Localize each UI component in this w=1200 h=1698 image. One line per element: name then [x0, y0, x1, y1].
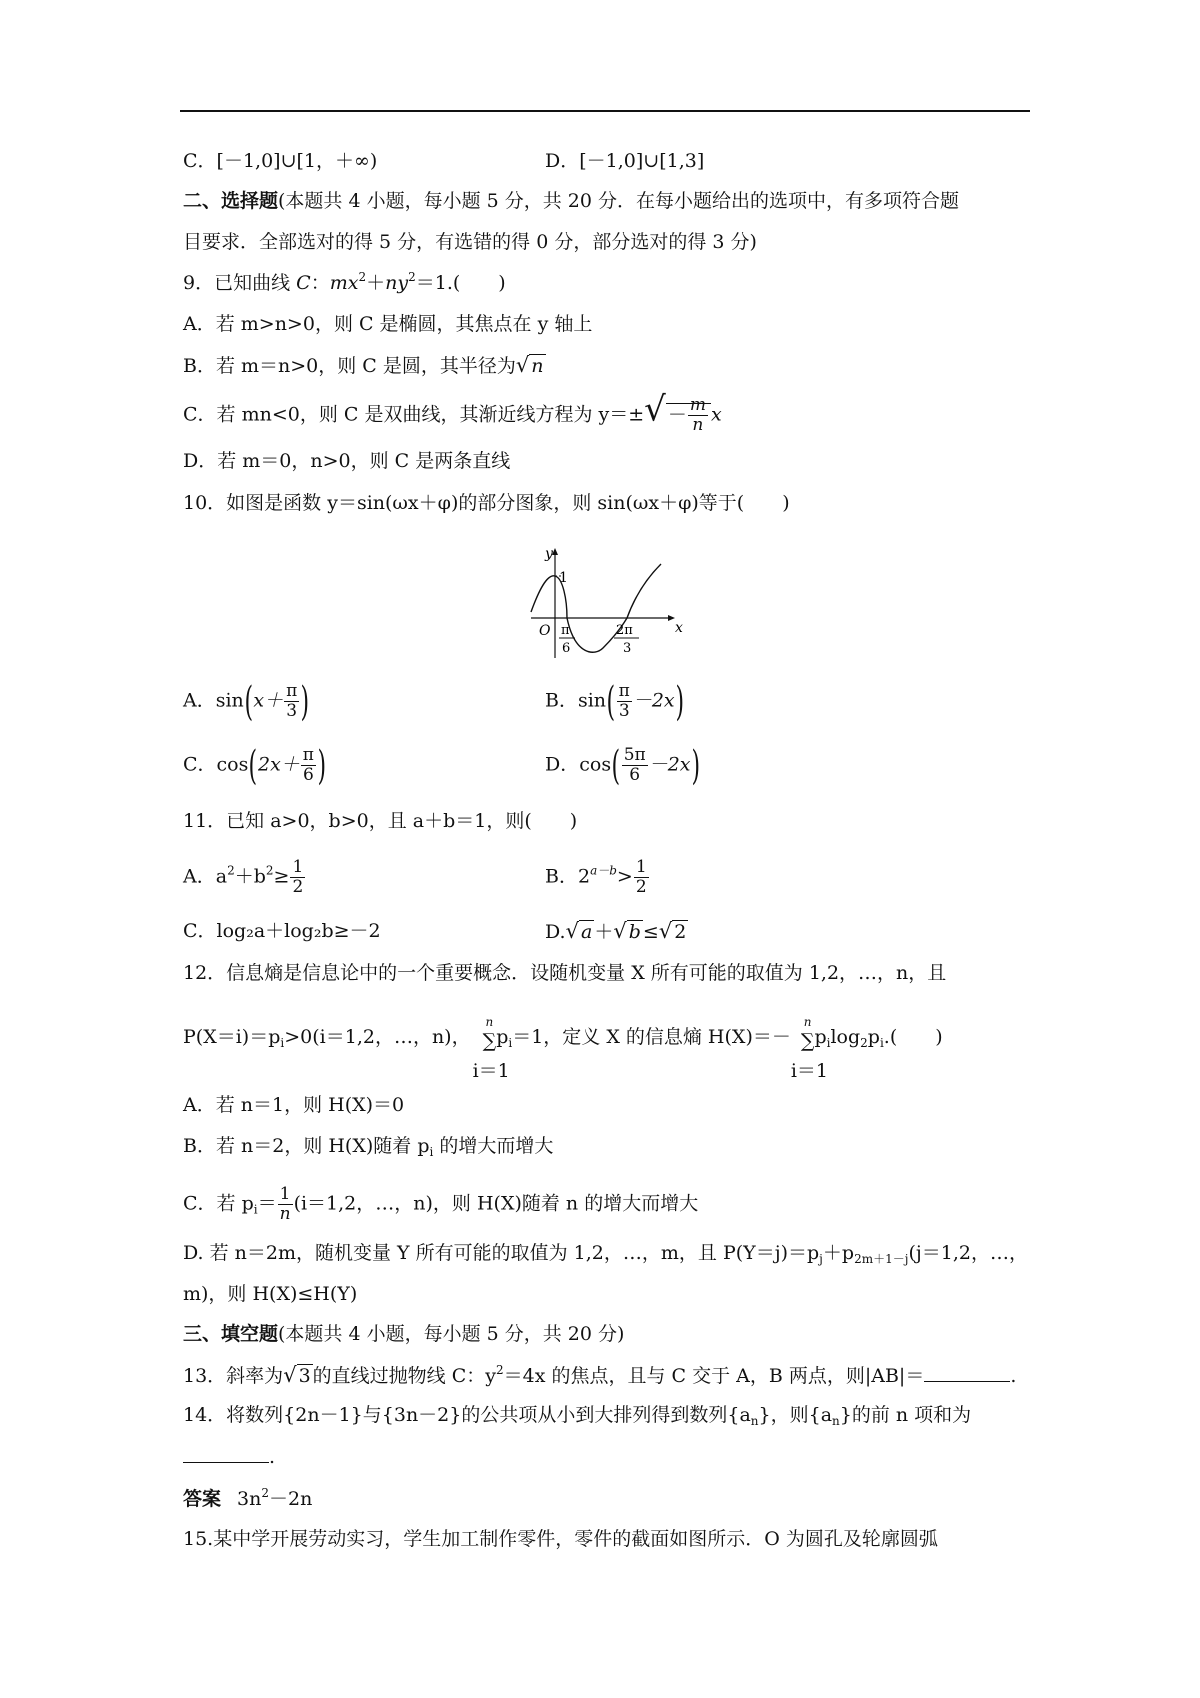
sum-symbol-1: n ∑ i＝1 [472, 1015, 510, 1082]
sum-symbol-2: n ∑ i＝1 [790, 1015, 829, 1082]
section2-desc: 目要求．全部选对的得 5 分，有选错的得 0 分，部分选对的得 3 分) [183, 231, 757, 253]
header-rule [180, 110, 1030, 112]
q10-option-c: C．cos(2x＋ $\frac{\pi}{6}$ ) [183, 742, 327, 789]
q13-stem: 13．斜率为√ 3 的直线过抛物线 C：$y^2=4x$ 的焦点，且与 C 交于 A，B 两点，则|AB|＝ . [183, 1363, 1017, 1387]
q9-option-c: C．若 mn<0，则 C 是双曲线，其渐近线方程为 y＝±√ － $\frac{m}{n}$ x [183, 389, 722, 435]
q11-option-d: D.√ a ＋√ b ≤√ 2 [545, 919, 687, 943]
graph-tick-pi6-num: π [561, 623, 570, 638]
q11-stem: 11．已知 a>0，b>0，且 a＋b＝1，则( ) [183, 810, 578, 832]
graph-x-arrow [668, 615, 675, 621]
graph-y-label: y [545, 546, 553, 562]
section3-heading: 三、填空题(本题共 4 小题，每小题 5 分，共 20 分) [183, 1323, 625, 1345]
section2-heading: 二、选择题(本题共 4 小题，每小题 5 分，共 20 分．在每小题给出的选项中，有多项符合题 [183, 190, 960, 212]
q10-option-a: A．sin(x＋ $\frac{\pi}{3}$ ) [183, 678, 310, 725]
q12-option-d-line1: D. 若 n＝2m，随机变量 Y 所有可能的取值为 1,2，…，m，且 $P(Y=j)=p_j+p_{2m+1-j}(j=1,2$，…， [183, 1242, 1028, 1266]
q12-option-b: B．若 n＝2，则 H(X)随着 $p_i$ 的增大而增大 [183, 1135, 554, 1159]
q8-option-d: D．[－1,0]∪[1,3] [545, 150, 705, 172]
q11-option-a: A．$a^2+b^2\ge$ $\frac{1}{2}$ [183, 857, 304, 897]
q10-option-d: D．cos( $\frac{5\pi}{6}$ －2x) [545, 742, 700, 789]
q12-option-d-line2: m)，则 H(X)≤H(Y) [183, 1283, 358, 1305]
q12-option-c: C．若 $p_i=$ $\frac{1}{n}$ (i＝1,2，…，n)，则 H(X)随着 n 的增大而增大 [183, 1184, 699, 1224]
q13-answer-blank [924, 1363, 1010, 1382]
q10-stem: 10．如图是函数 y＝sin(ωx＋φ)的部分图象，则 sin(ωx＋φ)等于( ) [183, 492, 790, 514]
q14-blank-line: . [183, 1444, 275, 1470]
q14-stem: 14．将数列{2n－1}与{3n－2}的公共项从小到大排列得到数列$\{a_n\}$，则$\{a_n\}$的前 n 项和为 [183, 1404, 972, 1428]
q14-answer: 答案 $3n^2-2n$ [183, 1486, 313, 1510]
q15-stem: 15.某中学开展劳动实习，学生加工制作零件，零件的截面如图所示．O 为圆孔及轮廓圆弧 [183, 1528, 938, 1550]
q14-answer-blank [183, 1444, 269, 1463]
graph-tick-2pi3-num: 2π [616, 623, 633, 638]
q9-stem: 9．已知曲线 C：$mx^2+ny^2=1$.( ) [183, 270, 506, 294]
q9-option-b: B．若 m＝n>0，则 C 是圆，其半径为√ n [183, 353, 544, 377]
graph-tick-2pi3-den: 3 [623, 641, 632, 656]
q8-option-c: C．[－1,0]∪[1，＋∞) [183, 150, 378, 172]
graph-sine-curve [531, 564, 661, 652]
q9-option-d: D．若 m＝0，n>0，则 C 是两条直线 [183, 450, 511, 472]
q11-option-b: B．$2^{a-b}>$ $\frac{1}{2}$ [545, 857, 647, 897]
q12-option-a: A．若 n＝1，则 H(X)＝0 [183, 1094, 405, 1116]
graph-tick-pi6-den: 6 [562, 641, 571, 656]
q11-option-c: C．log₂a＋log₂b≥－2 [183, 920, 381, 942]
q12-stem: 12．信息熵是信息论中的一个重要概念．设随机变量 X 所有可能的取值为 1,2，…，n，且 [183, 962, 947, 984]
q10-sine-graph [525, 540, 690, 660]
graph-origin-label: O [539, 623, 551, 639]
graph-x-label: x [675, 620, 683, 636]
q10-option-b: B．sin( $\frac{\pi}{3}$ －2x) [545, 678, 684, 725]
q9-option-a: A．若 m>n>0，则 C 是椭圆，其焦点在 y 轴上 [183, 313, 593, 335]
graph-y-tick: 1 [559, 570, 568, 586]
q12-definition: $P(X=i)=p_i>0(i=1,2$，…，n)， n ∑ i＝1 $p_i=1$，定义 X 的信息熵 H(X)＝－ n ∑ i＝1 $p_i\log_2p_i$.( ) [183, 1015, 943, 1082]
